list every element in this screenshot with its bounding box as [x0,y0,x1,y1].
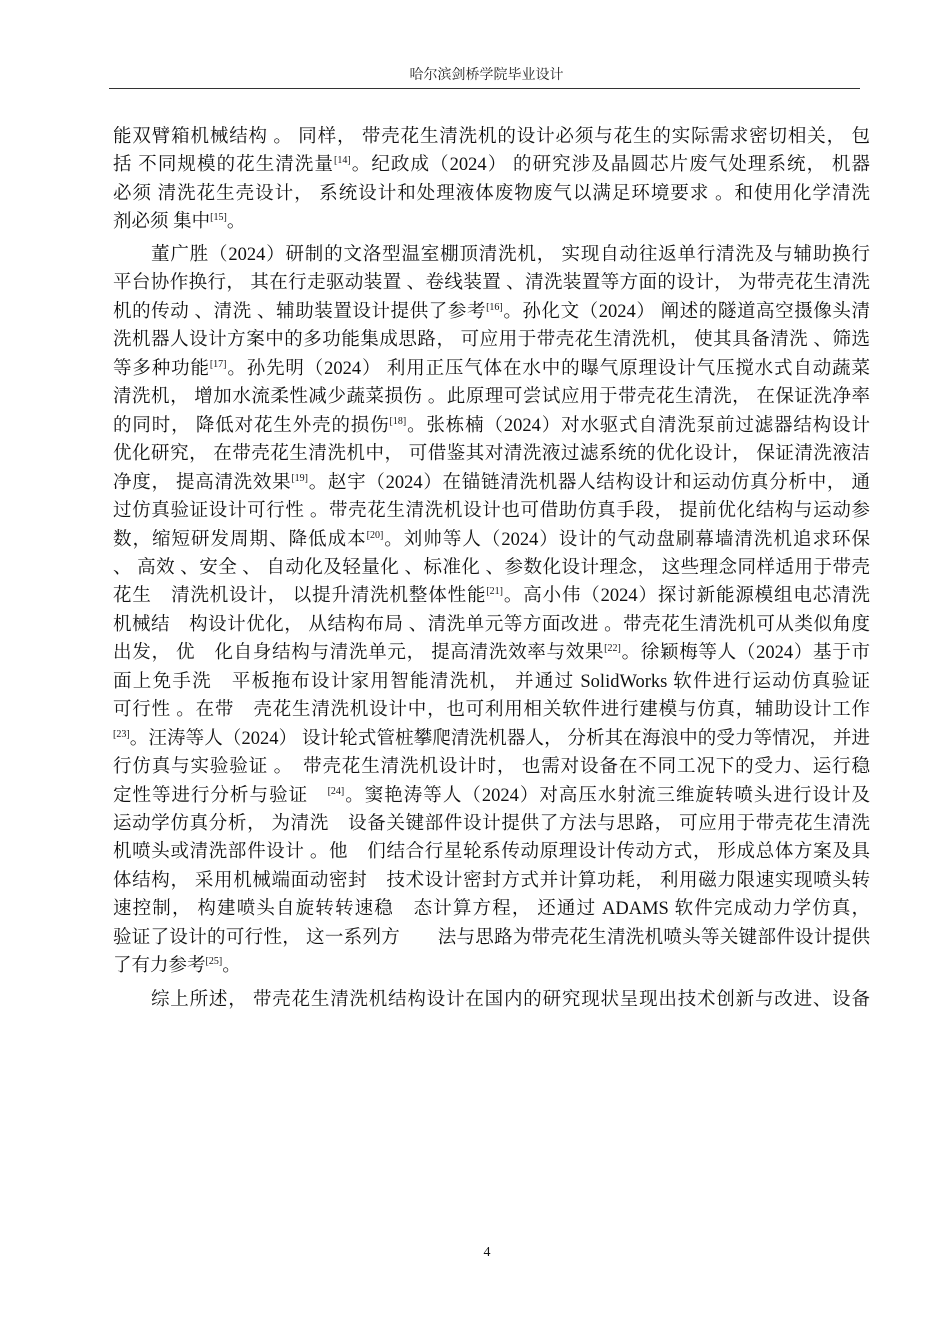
text-run: 。徐颖梅等人（2024）基于市 [620,643,870,664]
text-line [113,152,870,178]
text-line [113,612,870,638]
text-line [113,726,870,752]
citation-ref: [20] [366,529,384,541]
text-line [113,441,870,467]
text-run: 。汪涛等人（2024） 设计轮式管桩攀爬清洗机器人， 分析其在海浪中的受力等情况， 并进 [129,728,870,749]
citation-ref: [18] [389,415,407,427]
text-line [113,669,870,695]
text-line [113,209,870,235]
text-run: 机械结 构设计优化， 从结构布局 、清洗单元等方面改进 。带壳花生清洗机可从类似角度 [113,614,870,635]
citation-ref: [23] [113,728,130,740]
page-number: 4 [483,1245,491,1260]
text-run: 。 [226,212,246,233]
text-line [113,470,870,496]
text-run: 速控制， 构建喷头自旋转转速稳 态计算方程， 还通过 ADAMS 软件完成动力学仿真， [113,899,870,920]
text-run: 可行性 。在带 壳花生清洗机设计中，也可利用相关软件进行建模与仿真，辅助设计工作 [113,700,870,721]
text-run: 数，缩短研发周期、降低成本 [113,529,367,550]
text-run: 验证了设计的可行性， 这一系列方 法与思路为带壳花生清洗机喷头等关键部件设计提供 [113,927,870,948]
text-line [113,327,870,353]
text-run: 运动学仿真分析， 为清洗 设备关键部件设计提供了方法与思路， 可应用于带壳花生清洗 [113,814,870,834]
text-run: 、 高效 、安全 、 自动化及轻量化 、标准化 、参数化设计理念， 这些理念同样适用于带壳 [113,557,870,578]
text-line [113,811,870,837]
citation-ref: [16] [486,301,503,313]
text-run: 括 不同规模的花生清洗量 [113,155,335,176]
page-header: 哈尔滨剑桥学院毕业设计 [409,66,564,82]
citation-ref: [24] [327,785,345,797]
text-run: 出发， 优 化自身结构与清洗单元， 提高清洗效率与效果 [113,643,605,664]
text-run: 。窦艳涛等人（2024）对高压水射流三维旋转喷头进行设计及 [344,785,870,806]
text-run: 。赵宇（2024）在锚链清洗机器人结构设计和运动仿真分析中， 通 [308,472,870,493]
header-rule [109,88,860,89]
text-run: 了有力参考 [113,956,206,977]
text-line [113,868,870,894]
text-run: 。纪政成（2024） 的研究涉及晶圆芯片废气处理系统， 机器 [350,155,870,176]
text-run: 优化研究， 在带壳花生清洗机中， 可借鉴其对清洗液过滤系统的优化设计， 保证清洗液洁 [113,444,870,465]
text-line [113,270,870,296]
text-line [113,555,870,581]
text-run: 机的传动 、清洗 、辅助装置设计提供了参考 [113,301,487,322]
text-run: 面上免手洗 平板拖布设计家用智能清洗机， 并通过 SolidWorks 软件进行运动仿真验证 [113,671,870,692]
text-line [113,583,870,609]
text-run: 剂必须 集中 [113,212,211,233]
text-line [113,242,870,268]
text-line [113,839,870,865]
text-run: 必须 清洗花生壳设计， 系统设计和处理液体废物废气以满足环境要求 。和使用化学清洗 [113,183,870,204]
citation-ref: [15] [210,212,227,224]
text-line [113,896,870,922]
text-run: 。孙先明（2024） 利用正压气体在水中的曝气原理设计气压搅水式自动蔬菜 [226,358,870,379]
citation-ref: [22] [604,643,621,655]
text-line [113,925,870,951]
text-run: 。张栋楠（2024）对水驱式自清洗泵前过滤器结构设计 [406,415,870,436]
text-line [113,640,870,666]
text-line [113,697,870,723]
text-line [113,783,870,809]
text-line [113,754,870,780]
text-run: 。刘帅等人（2024）设计的气动盘刷幕墙清洗机追求环保 [383,529,870,550]
text-line [113,498,870,524]
text-run: 。孙化文（2024） 阐述的隧道高空摄像头清 [502,301,870,322]
text-run: 机喷头或清洗部件设计 。他 们结合行星轮系传动原理设计传动方式， 形成总体方案及具 [113,842,870,863]
text-run: 平台协作换行， 其在行走驱动装置 、卷线装置 、清洗装置等方面的设计， 为带壳花生清洗 [113,273,870,294]
citation-ref: [17] [209,358,227,370]
text-line [113,181,870,207]
text-line [113,527,870,553]
text-run: 花生 清洗机设计， 以提升清洗机整体性能 [113,586,487,607]
text-run: 能双臂箱机械结构 。 同样， 带壳花生清洗机的设计必须与花生的实际需求密切相关， 包 [113,127,870,147]
text-run: 行仿真与实验验证 。 带壳花生清洗机设计时， 也需对设备在不同工况下的受力、运行稳 [113,757,870,778]
text-run: 体结构， 采用机械端面动密封 技术设计密封方式并计算功耗， 利用磁力限速实现喷头转 [113,870,870,891]
text-run: 净度， 提高清洗效果 [113,472,292,493]
text-run: 定性等进行分析与验证 [113,785,328,806]
text-line [113,384,870,410]
text-run: 。高小伟（2024）探讨新能源模组电芯清洗 [503,586,870,607]
citation-ref: [14] [334,155,351,167]
text-run: 综上所述， 带壳花生清洗机结构设计在国内的研究现状呈现出技术创新与改进、设备 [151,990,870,1010]
text-run: 等多种功能 [113,358,210,379]
citation-ref: [19] [291,472,308,484]
text-run: 过仿真验证设计可行性 。带壳花生清洗机设计也可借助仿真手段， 提前优化结构与运动参 [113,501,870,522]
text-run: 董广胜（2024）研制的文洛型温室棚顶清洗机， 实现自动往返单行清洗及与辅助换行 [151,245,870,265]
text-run: 洗机器人设计方案中的多功能集成思路， 可应用于带壳花生清洗机， 使其具备清洗 、筛选 [113,330,870,351]
text-run: 清洗机， 增加水流柔性减少蔬菜损伤 。此原理可尝试应用于带壳花生清洗， 在保证洗净率 [113,387,870,408]
text-line [113,953,870,979]
text-line [113,299,870,325]
citation-ref: [21] [486,586,503,598]
text-line [113,413,870,439]
citation-ref: [25] [205,956,223,968]
text-line [113,356,870,382]
text-line [113,124,870,150]
text-line [113,987,870,1013]
text-run: 。 [222,956,241,977]
text-run: 的同时， 降低对花生外壳的损伤 [113,415,390,436]
